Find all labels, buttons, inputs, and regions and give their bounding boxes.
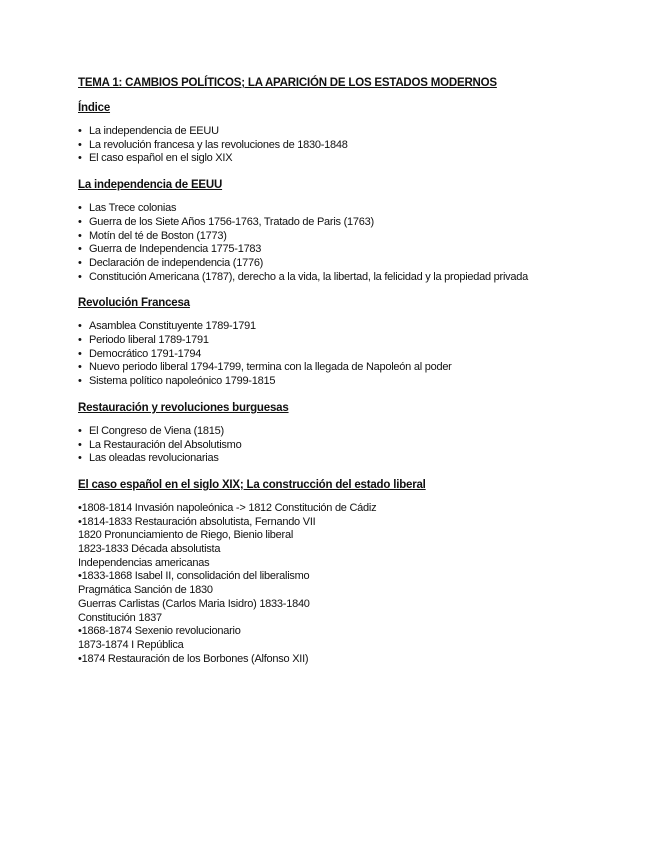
document-title: TEMA 1: CAMBIOS POLÍTICOS; LA APARICIÓN DE LOS ESTADOS MODERNOS <box>78 77 497 89</box>
text-line: Guerras Carlistas (Carlos Maria Isidro) 1833-1840 <box>78 597 310 610</box>
list-item: • Guerra de Independencia 1775-1783 <box>78 243 262 256</box>
index-heading: Índice <box>78 102 111 114</box>
list-item: • Declaración de independencia (1776) <box>78 256 264 269</box>
list-item: • Constitución Americana (1787), derecho a la vida, la libertad, la felicidad y la propiedad privada <box>78 270 528 283</box>
index-list <box>78 125 638 166</box>
restauracion-list <box>78 425 638 466</box>
francia-heading: Revolución Francesa <box>78 297 190 310</box>
text-line: Independencias americanas <box>78 556 210 569</box>
bullet-icon: • <box>78 375 82 388</box>
list-item: • Las Trece colonias <box>78 202 177 215</box>
bullet-icon: • <box>78 452 82 465</box>
bullet-icon: • <box>78 243 82 256</box>
espana-heading: El caso español en el siglo XIX; La construcción del estado liberal <box>78 478 426 491</box>
bullet-icon: • <box>78 256 82 269</box>
list-item: •1808-1814 Invasión napoleónica -> 1812 Constitución de Cádiz <box>78 501 377 514</box>
bullet-icon: • <box>78 334 82 347</box>
bullet-icon: • <box>78 438 82 451</box>
bullet-icon: • <box>78 270 82 283</box>
espana-list <box>78 502 638 666</box>
text-line: 1873-1874 I República <box>78 638 184 651</box>
bullet-icon: • <box>78 361 82 374</box>
list-item: •1814-1833 Restauración absolutista, Fernando VII <box>78 515 316 528</box>
bullet-icon: • <box>78 501 82 514</box>
bullet-icon: • <box>78 652 82 665</box>
list-item: • Guerra de los Siete Años 1756-1763, Tratado de Paris (1763) <box>78 215 374 228</box>
text-line: Constitución 1837 <box>78 611 162 624</box>
bullet-icon: • <box>78 424 82 437</box>
francia-list <box>78 320 638 389</box>
document-page <box>78 77 638 666</box>
list-item: • Motín del té de Boston (1773) <box>78 229 227 242</box>
list-item: • El caso español en el siglo XIX <box>78 152 233 165</box>
list-item: •1874 Restauración de los Borbones (Alfonso XII) <box>78 652 309 665</box>
bullet-icon: • <box>78 320 82 333</box>
list-item: • La Restauración del Absolutismo <box>78 438 242 451</box>
list-item: • La independencia de EEUU <box>78 125 219 137</box>
bullet-icon: • <box>78 202 82 215</box>
list-item: • El Congreso de Viena (1815) <box>78 424 224 437</box>
bullet-icon: • <box>78 347 82 360</box>
text-line: 1820 Pronunciamiento de Riego, Bienio liberal <box>78 529 294 542</box>
list-item: • Sistema político napoleónico 1799-1815 <box>78 375 276 388</box>
bullet-icon: • <box>78 125 82 137</box>
bullet-icon: • <box>78 515 82 528</box>
bullet-icon: • <box>78 138 82 151</box>
eeuu-heading: La independencia de EEUU <box>78 179 223 192</box>
text-line: Pragmática Sanción de 1830 <box>78 584 213 597</box>
list-item: • Las oleadas revolucionarias <box>78 452 219 465</box>
list-item: • Asamblea Constituyente 1789-1791 <box>78 320 256 333</box>
text-line: 1823-1833 Década absolutista <box>78 543 221 556</box>
list-item: • Nuevo periodo liberal 1794-1799, termina con la llegada de Napoleón al poder <box>78 361 452 374</box>
list-item: • La revolución francesa y las revoluciones de 1830-1848 <box>78 138 348 151</box>
bullet-icon: • <box>78 625 82 638</box>
list-item: •1833-1868 Isabel II, consolidación del liberalismo <box>78 570 310 583</box>
eeuu-list <box>78 202 638 284</box>
list-item: • Democrático 1791-1794 <box>78 347 202 360</box>
bullet-icon: • <box>78 215 82 228</box>
bullet-icon: • <box>78 570 82 583</box>
restauracion-heading: Restauración y revoluciones burguesas <box>78 401 289 414</box>
list-item: •1868-1874 Sexenio revolucionario <box>78 625 241 638</box>
bullet-icon: • <box>78 229 82 242</box>
list-item: • Periodo liberal 1789-1791 <box>78 334 209 347</box>
bullet-icon: • <box>78 152 82 165</box>
